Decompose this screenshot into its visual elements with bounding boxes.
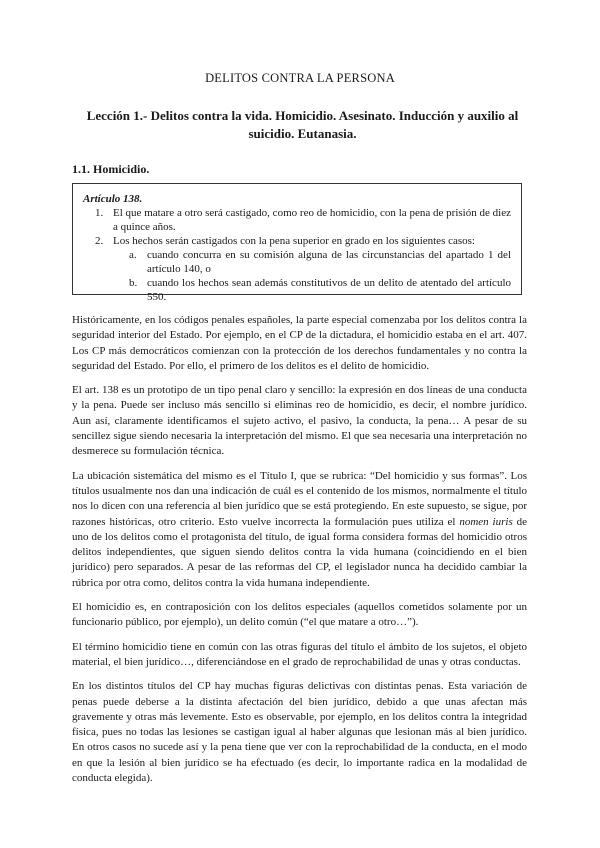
paragraph-systematic-location <box>72 469 527 591</box>
article-subitem-letter: a. <box>129 249 137 261</box>
document-title: DELITOS CONTRA LA PERSONA <box>205 71 395 85</box>
paragraph-text: de uno de los delitos como el protagonista del título, de igual forma considera formas del homicidio otros delitos independientes, que siguen siendo delitos contra la vida humana (coincidiendo en el bien jurídico) pero separados. A pesar de las reformas del CP, el legislador nunca ha decidido cambiar la rúbrica por otra como, delitos contra la vida humana independiente. <box>72 515 527 589</box>
paragraph-text: La ubicación sistemática del mismo es el Título I, que se rubrica: “Del homicidio y sus formas”. Los títulos usualmente nos dan una indicación de cuál es el contenido de los mismos, normalmente el título nos lo dicen con una referencia al bien jurídico que se está protegiendo. En este supuesto, se sigue, por razones históricas, otro criterio. Esto vuelve incorrecta la formulación pues utiliza el <box>72 469 527 528</box>
article-title: Artículo 138. <box>83 193 143 205</box>
article-subitem <box>113 248 511 276</box>
article-item-number: 2. <box>95 235 104 247</box>
article-subitem-text: cuando concurra en su comisión alguna de las circunstancias del apartado 1 del artículo 140, o <box>147 249 511 275</box>
paragraph-common-crime: El homicidio es, en contraposición con los delitos especiales (aquellos cometidos solamente por un funcionario público, por ejemplo), un delito común (“el que matare a otro…”). <box>72 601 527 629</box>
article-subitem <box>113 276 511 304</box>
latin-term: nomen iuris <box>459 515 513 528</box>
article-item <box>83 206 511 234</box>
article-item <box>83 234 511 304</box>
article-box <box>72 183 522 303</box>
paragraph-history: Históricamente, en los códigos penales españoles, la parte especial comenzaba por los delitos contra la seguridad interior del Estado. Por ejemplo, en el CP de la dictadura, el homicidio estaba en el art. 407. Los CP más democráticos comienzan con la protección de los derechos fundamentales y no contra la seguridad del Estado. Por ello, el primero de los delitos es el delito de homicidio. <box>72 314 527 372</box>
article-item-text: Los hechos serán castigados con la pena superior en grado en los siguientes casos: <box>113 235 475 247</box>
article-sublist <box>113 248 511 304</box>
paragraph-prototype: El art. 138 es un prototipo de un tipo penal claro y sencillo: la expresión en dos líneas de una conducta y la pena. Puede ser incluso más sencillo si eliminas reo de homicidio, es decir, el nombre jurídico. Aun así, claramente identificamos el sujeto activo, el pasivo, la conducta, la pena… A pesar de su sencillez sigue siendo necesaria la interpretación del mismo. El que sea necesaria una interpretación no desmerece su formulación técnica. <box>72 384 527 458</box>
paragraph-penalties: En los distintos títulos del CP hay muchas figuras delictivas con distintas penas. Esta variación de penas puede deberse a la distinta afectación del bien jurídico, debido a que unas afectan más gravemente y otras más levemente. Esto es observable, por ejemplo, en los delitos contra la integridad física, pues no todas las lesiones se castigan igual al haber algunas que lesionan más al bien jurídico. En otros casos no sucede así y la pena tiene que ver con la reprochabilidad de la conducta, en el modo en que la lesión al bien jurídico se ha efectuado (es decir, lo importante radica en la modalidad de conducta elegida). <box>72 680 527 785</box>
article-subitem-text: cuando los hechos sean además constitutivos de un delito de atentado del artículo 550. <box>147 277 511 303</box>
article-list <box>83 206 511 304</box>
article-item-number: 1. <box>95 207 104 219</box>
lesson-title: Lección 1.- Delitos contra la vida. Homicidio. Asesinato. Inducción y auxilio al suicidio. Eutanasia. <box>86 108 519 141</box>
paragraph-term-homicide: El término homicidio tiene en común con las otras figuras del título el ámbito de los sujetos, el objeto material, el bien jurídico…, diferenciándose en el grado de reprochabilidad de unas y otras conductas. <box>72 640 527 668</box>
section-heading: 1.1. Homicidio. <box>72 162 150 176</box>
body-text <box>72 313 527 795</box>
article-subitem-letter: b. <box>129 277 138 289</box>
article-item-text: El que matare a otro será castigado, como reo de homicidio, con la pena de prisión de diez a quince años. <box>113 207 511 233</box>
